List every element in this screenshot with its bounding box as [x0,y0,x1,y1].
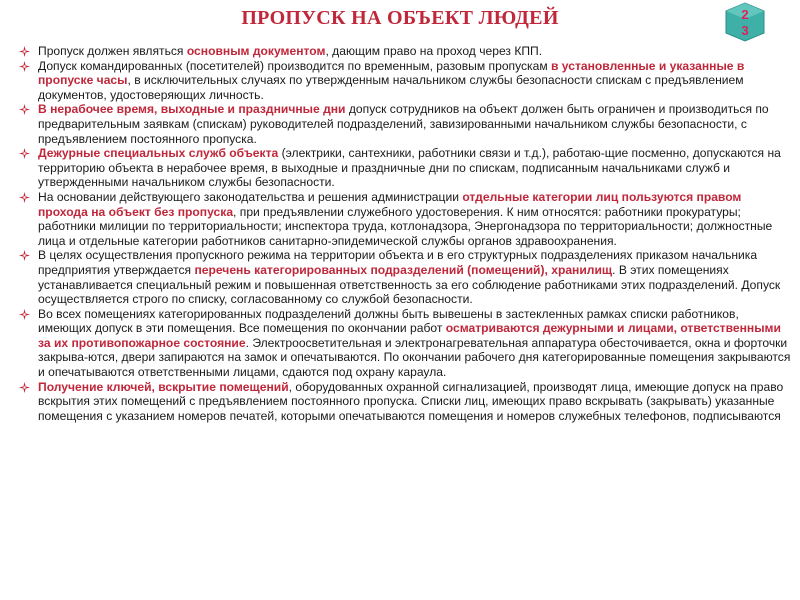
body-text: , оборудованных охранной сигнализацией, производят лица, имеющие допуск на право вскрытия этих помещений с предъявлением постоянного пропуска. Списки лиц, имеющих право вскрывать (закрывать) указанные помещения с указанием номеров печатей, которыми опечатываются помещения и номеров служебных телефонов, подписываются [38,379,784,423]
body-text: , дающим право на проход через КПП. [325,44,543,58]
highlighted-text: осматриваются дежурными и лицами, ответственными за их противопожарное состояние [38,321,781,350]
body-text: Пропуск должен являться [38,44,187,58]
body-text: . Электроосветительная и электронагревательная аппаратура обесточивается, окна и форточки закрыва-ются, двери запираются на замок и опечатываются. По окончании рабочего дня категорированные помещения закрываются и опечатываются ответственными лицами, сдаются под охрану караула. [38,335,791,380]
diamond-star-icon [10,44,38,59]
list-item [10,146,794,190]
body-text: , в исключительных случаях по утвержденным начальником службы безопасности спискам с предъявлением документов, удостоверяющих личность. [38,73,744,102]
highlighted-text: перечень категорированных подразделений (помещений), хранилищ [194,262,613,277]
list-item [10,102,794,146]
body-text: Во всех помещениях категорированных подразделений должны быть вывешены в застекленных рамках списки работников, имеющих допуск в эти помещения. Все помещения по окончании работ [38,306,739,336]
list-item-text [38,59,794,103]
diamond-star-icon [10,146,38,190]
list-item-text [38,307,794,380]
list-item [10,59,794,103]
highlighted-text: в установленные и указанные в пропуске часы [38,58,745,88]
list-item-text [38,44,794,59]
highlighted-text: отдельные категории лиц пользуются правом прохода на объект без пропуска [38,189,742,219]
body-text: На основании действующего законодательства и решения администрации [38,189,463,204]
diamond-star-icon [10,380,38,424]
highlighted-text: В нерабочее время, выходные и праздничные дни [38,102,346,117]
list-item-text [38,146,794,190]
slide-title: ПРОПУСК НА ОБЪЕКТ ЛЮДЕЙ [241,7,559,29]
list-item-text [38,190,794,248]
list-item-text [38,380,794,424]
list-item [10,248,794,306]
list-item [10,190,794,248]
highlighted-text: Дежурные специальных служб объекта [38,146,279,161]
diamond-star-icon [10,190,38,248]
body-text: , при предъявлении служебного удостоверения. К ним относятся: работники прокуратуры; работники милиции по территориальности; инспектора труда, котлонадзора, Энергонадзора по территориальности; должностные лица и отдельные категории работников санитарно-эпидемической службы органов здравоохранения. [38,204,773,248]
diamond-star-icon [10,307,38,380]
diamond-star-icon [10,59,38,103]
bullet-list [10,44,794,423]
body-text: допуск сотрудников на объект должен быть ограничен и производиться по предварительным заявкам (спискам) руководителей подразделений, завизированными начальником службы безопасности, с предъявлением постоянного пропуска. [38,102,769,146]
body-text: В целях осуществления пропускного режима на территории объекта и в его структурных подразделениях приказом начальника предприятия утверждается [38,248,758,277]
badge-digit-bottom: 3 [741,23,749,38]
body-text: . В этих помещениях устанавливается специальный режим и повышенная ответственность за его соблюдение работниками этих подразделений. Допуск осуществляется строго по списку, согласованному со службой безопасности. [38,262,781,307]
list-item [10,44,794,59]
body-text: Допуск командированных (посетителей) производится по временным, разовым пропускам [38,58,552,73]
list-item-text [38,248,794,306]
highlighted-text: Получение ключей, вскрытие помещений [38,379,289,394]
body-text: (электрики, сантехники, работники связи и т.д.), работаю-щие посменно, допускаются на территорию объекта в нерабочее время, в выходные и праздничные дни по спискам, подписанным начальниками служб и утвержденными начальником службы безопасности. [38,146,781,190]
diamond-star-icon [10,102,38,146]
list-item-text [38,102,794,146]
list-item [10,307,794,380]
diamond-star-icon [10,248,38,306]
list-item [10,380,794,424]
slide-number-badge [724,2,766,42]
badge-digit-top: 2 [741,7,749,22]
highlighted-text: основным документом [186,44,326,58]
